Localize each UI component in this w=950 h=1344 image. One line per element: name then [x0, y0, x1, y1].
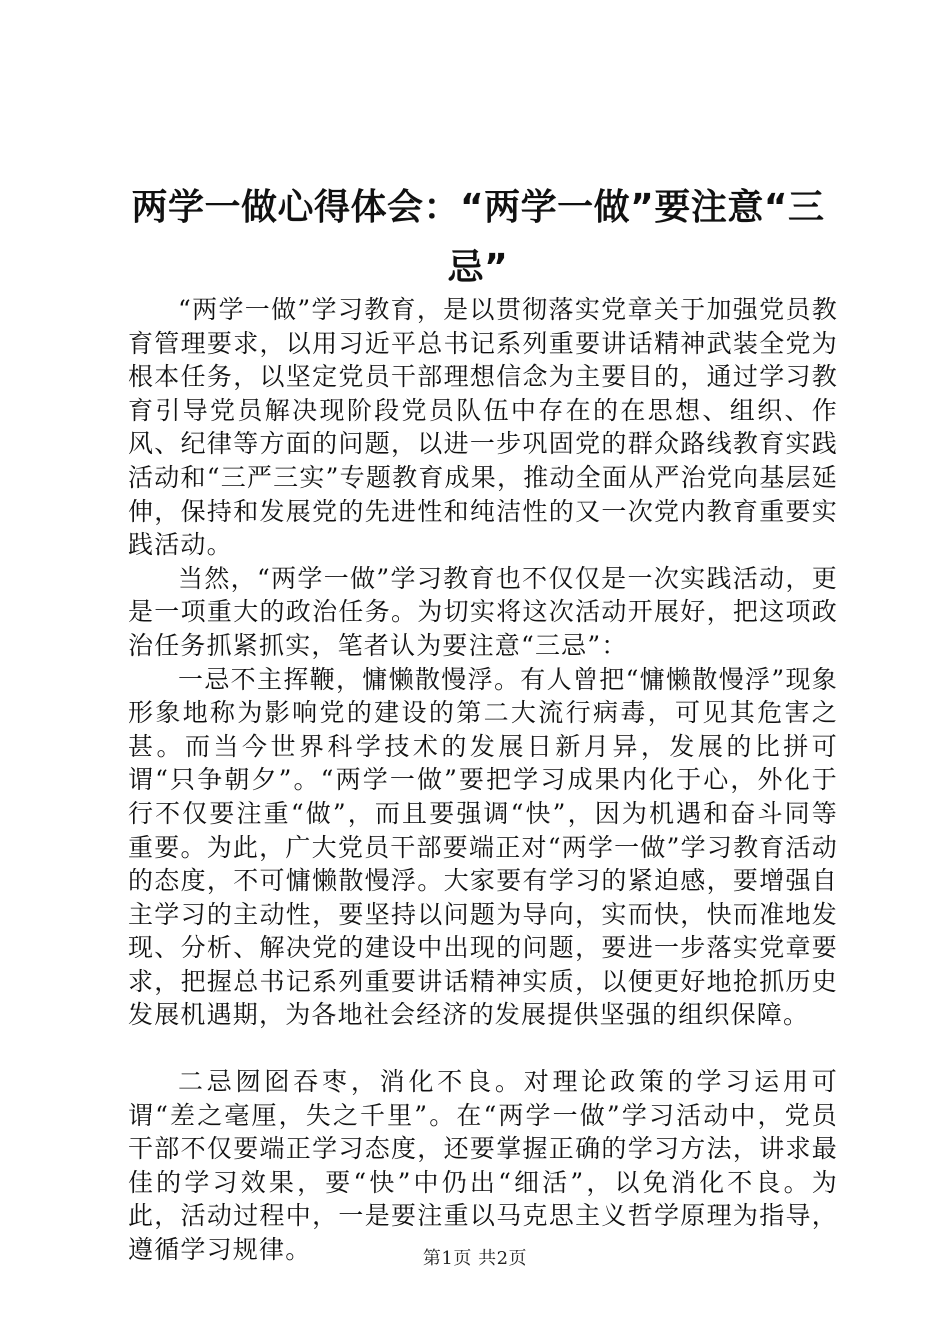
paragraph-first-taboo: 一忌不主挥鞭，慵懒散慢浮。有人曾把“慵懒散慢浮”现象形象地称为影响党的建设的第二大流行病毒，可见其危害之甚。而当今世界科学技术的发展日新月异，发展的比拼可谓“只争朝夕”。“两学一做”要把学习成果内化于心，外化于行不仅要注重“做”，而且要强调“快”，因为机遇和奋斗同等重要。为此，广大党员干部要端正对“两学一做”学习教育活动的态度，不可慵懒散慢浮。大家要有学习的紧迫感，要增强自主学习的主动性，要坚持以问题为导向，实而快，快而准地发现、分析、解决党的建设中出现的问题，要进一步落实党章要求，把握总书记系列重要讲话精神实质，以便更好地抢抓历史发展机遇期，为各地社会经济的发展提供坚强的组织保障。: [128, 664, 838, 1030]
page-number-footer: 第1页 共2页: [422, 1248, 528, 1269]
paragraph-intro: “两学一做”学习教育，是以贯彻落实党章关于加强党员教育管理要求，以用习近平总书记系列重要讲话精神武装全党为根本任务，以坚定党员干部理想信念为主要目的，通过学习教育引导党员解决现阶段党员队伍中存在的在思想、组织、作风、纪律等方面的问题，以进一步巩固党的群众路线教育实践活动和“三严三实”专题教育成果，推动全面从严治党向基层延伸，保持和发展党的先进性和纯洁性的又一次党内教育重要实践活动。: [128, 295, 838, 560]
paragraph-three-taboos: 当然，“两学一做”学习教育也不仅仅是一次实践活动，更是一项重大的政治任务。为切实将这次活动开展好，把这项政治任务抓紧抓实，笔者认为要注意“三忌”：: [128, 563, 838, 660]
paragraph-second-taboo: 二忌囫囵吞枣，消化不良。对理论政策的学习运用可谓“差之毫厘，失之千里”。在“两学一做”学习活动中，党员干部不仅要端正学习态度，还要掌握正确的学习方法，讲求最佳的学习效果，要“快”中仍出“细活”，以免消化不良。为此，活动过程中，一是要注重以马克思主义哲学原理为指导，遵循学习规律。: [128, 1067, 838, 1265]
document-body: [128, 293, 838, 1267]
document-title: 两学一做心得体会：“两学一做”要注意“三忌”: [131, 187, 825, 288]
